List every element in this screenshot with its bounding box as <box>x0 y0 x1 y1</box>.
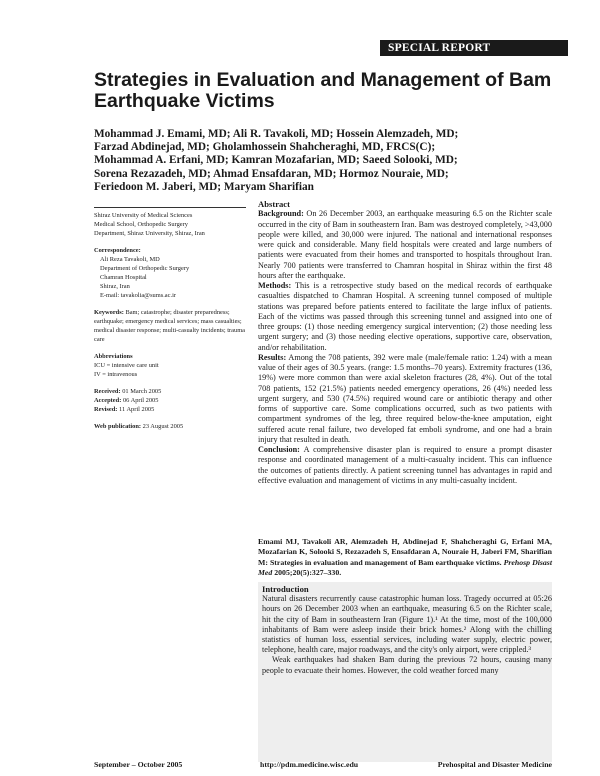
section-label: SPECIAL REPORT <box>380 40 568 56</box>
author-line: Feriedoon M. Jaberi, MD; Maryam Sharifian <box>94 180 314 193</box>
introduction <box>262 584 552 676</box>
keywords-label: Keywords: <box>94 309 124 316</box>
author-line: Mohammad A. Erfani, MD; Kamran Mozafarian, MD; Saeed Solooki, MD; <box>94 154 458 167</box>
methods-text: This is a retrospective study based on the medical records of earthquake casualties dispatched to Chamran Hospital. A screening tunnel composed of multiple stations was prepared before patients entered to facilitate the large influx of patients. Each of the victims was passed through this screening tunnel and assigned into one of three groups: (1) those needing emergency surgical intervention; (2) those needing less urgent surgery; and (3) those needing elective operations, supportive care, observation, and/or rehabilitation. <box>258 281 552 352</box>
date-revised <box>94 405 246 414</box>
sidebar-divider <box>94 207 246 208</box>
abstract-conclusion <box>258 445 552 486</box>
introduction-heading: Introduction <box>262 584 309 594</box>
introduction-paragraph: Natural disasters recurrently cause catastrophic human loss. Tragedy occurred at 05:26 hours on 26 December 2003 when an earthquake, measuring 6.5 on the Richter scale, hit the city of Bam in southeastern Iran (Figure 1).¹ At the time, most of the 100,000 inhabitants of Bam were asleep inside their brick homes.² Along with the chilling statistics of human loss, essential services, including water supply, electric power, telephone, health care, major roadways, and the city's only airport, were crippled.³ <box>262 594 552 655</box>
correspondence-line: Ali Reza Tavakoli, MD <box>100 256 160 263</box>
date-label: Accepted: <box>94 397 122 404</box>
conclusion-text: A comprehensive disaster plan is required to ensure a prompt disaster response and coordinated management of a multi-casualty incident. This can influence the outcomes of patients directly. A patient screening tunnel has advantages in rapid and effective evaluation and management of victims in any multi-casualty incident. <box>258 445 552 485</box>
affiliation-line: Shiraz University of Medical Sciences <box>94 212 193 219</box>
author-line: Farzad Abdinejad, MD; Gholamhossein Shahcheraghi, MD, FRCS(C); <box>94 141 436 154</box>
background-label: Background: <box>258 209 304 219</box>
abstract <box>258 199 552 486</box>
background-text: On 26 December 2003, an earthquake measuring 6.5 on the Richter scale occurred in the city of Bam in southeastern Iran. Bam was destroyed completely, >43,000 people were killed, and 30,000 were injured. The national and international responses were quick and considerable. Many field hospitals were created and large numbers of patients were evacuated from their homes and transported to hospitals throughout Iran. Nearly 700 patients were transferred to Chamran hospital in Shiraz within the first 48 hours after the earthquake. <box>258 209 552 280</box>
abbreviation-item: IV = intravenous <box>94 371 138 378</box>
citation-text: Emami MJ, Tavakoli AR, Alemzadeh H, Abdinejad F, Shahcheraghi G, Erfani MA, Mozafarian K, Solooki S, Rezazadeh S, Ensafdaran A, Nouraie H, Jaberi FM, Sharifian M: Strategies in evaluation and management of Bam earthquake victims. <box>258 537 552 567</box>
author-line: Mohammad J. Emami, MD; Ali R. Tavakoli, MD; Hossein Alemzadeh, MD; <box>94 128 459 140</box>
citation-ref: 2005;20(5):327–330. <box>274 568 342 578</box>
correspondence-line: Shiraz, Iran <box>100 283 130 290</box>
citation <box>258 537 552 579</box>
abstract-results <box>258 353 552 445</box>
footer-url[interactable]: http://pdm.medicine.wisc.edu <box>260 760 359 769</box>
abbreviation-item: ICU = intensive care unit <box>94 362 159 369</box>
abstract-heading: Abstract <box>258 199 290 209</box>
citation-journal: Prehosp Disast Med <box>258 557 552 578</box>
affiliation-line: Medical School, Orthopedic Surgery <box>94 221 188 228</box>
abbreviations <box>94 352 246 379</box>
date-received <box>94 387 246 396</box>
date-label: Received: <box>94 388 121 395</box>
methods-label: Methods: <box>258 281 292 290</box>
abstract-background <box>258 209 552 281</box>
date-value: 11 April 2005 <box>119 406 155 413</box>
correspondence-heading: Correspondence: <box>94 247 141 254</box>
web-publication-label: Web publication: <box>94 423 142 430</box>
author-list <box>94 128 564 194</box>
footer-journal: Prehospital and Disaster Medicine <box>437 760 552 769</box>
web-publication-value: 23 August 2005 <box>142 423 184 430</box>
article-title: Strategies in Evaluation and Management of Bam Earthquake Victims <box>94 69 552 112</box>
conclusion-label: Conclusion: <box>258 445 300 454</box>
results-label: Results: <box>258 352 287 362</box>
article-sidebar <box>94 207 246 439</box>
keywords <box>94 308 246 344</box>
date-value: 01 March 2005 <box>122 388 162 395</box>
footer-date: September – October 2005 <box>94 760 183 769</box>
correspondence-line: Department of Orthopedic Surgery <box>100 265 190 272</box>
manuscript-dates <box>94 387 246 414</box>
results-text: Among the 708 patients, 392 were male (male/female ratio: 1.24) with a mean value of their ages of 30.5 years. (range: 1.5 months–70 years). Extremity fractures (136, 19%) were more common than were axial skeleton fractures (28, 4%). Out of the total 708 patients, 152 (21.5%) patients needed emergency operations, 26 (4%) needed less urgent surgery, and 530 (74.5%) required wound care or antibiotic therapy and other forms of supportive care. Some complications occurred, such as two patients with compartment syndromes of the leg, three required below-the-knee amputation, eight suffered acute renal failure, two developed fat emboli syndrome, and one had a brain injury that resulted in death. <box>258 352 552 444</box>
date-value: 06 April 2005 <box>122 397 159 404</box>
affiliation-line: Department, Shiraz University, Shiraz, Iran <box>94 230 205 237</box>
correspondence-email[interactable]: E-mail: tavakolia@sums.ac.ir <box>100 292 176 299</box>
author-line: Sorena Rezazadeh, MD; Ahmad Ensafdaran, MD; Hormoz Nouraie, MD; <box>94 167 449 180</box>
affiliation <box>94 211 246 238</box>
date-accepted <box>94 396 246 405</box>
correspondence <box>94 246 246 300</box>
correspondence-line: Chamran Hospital <box>100 274 147 281</box>
abbreviations-heading: Abbreviations <box>94 353 133 360</box>
introduction-paragraph: Weak earthquakes had shaken Bam during the previous 72 hours, causing many people to evacuate their homes. However, the cold weather forced many <box>262 655 552 675</box>
date-label: Revised: <box>94 406 118 413</box>
keywords-text: Bam; catastrophe; disaster preparedness; earthquake; emergency medical services; mass casualties; medical disaster response; multi-casualty incidents; trauma care <box>94 309 246 343</box>
web-publication <box>94 422 246 431</box>
abstract-methods <box>258 281 552 353</box>
